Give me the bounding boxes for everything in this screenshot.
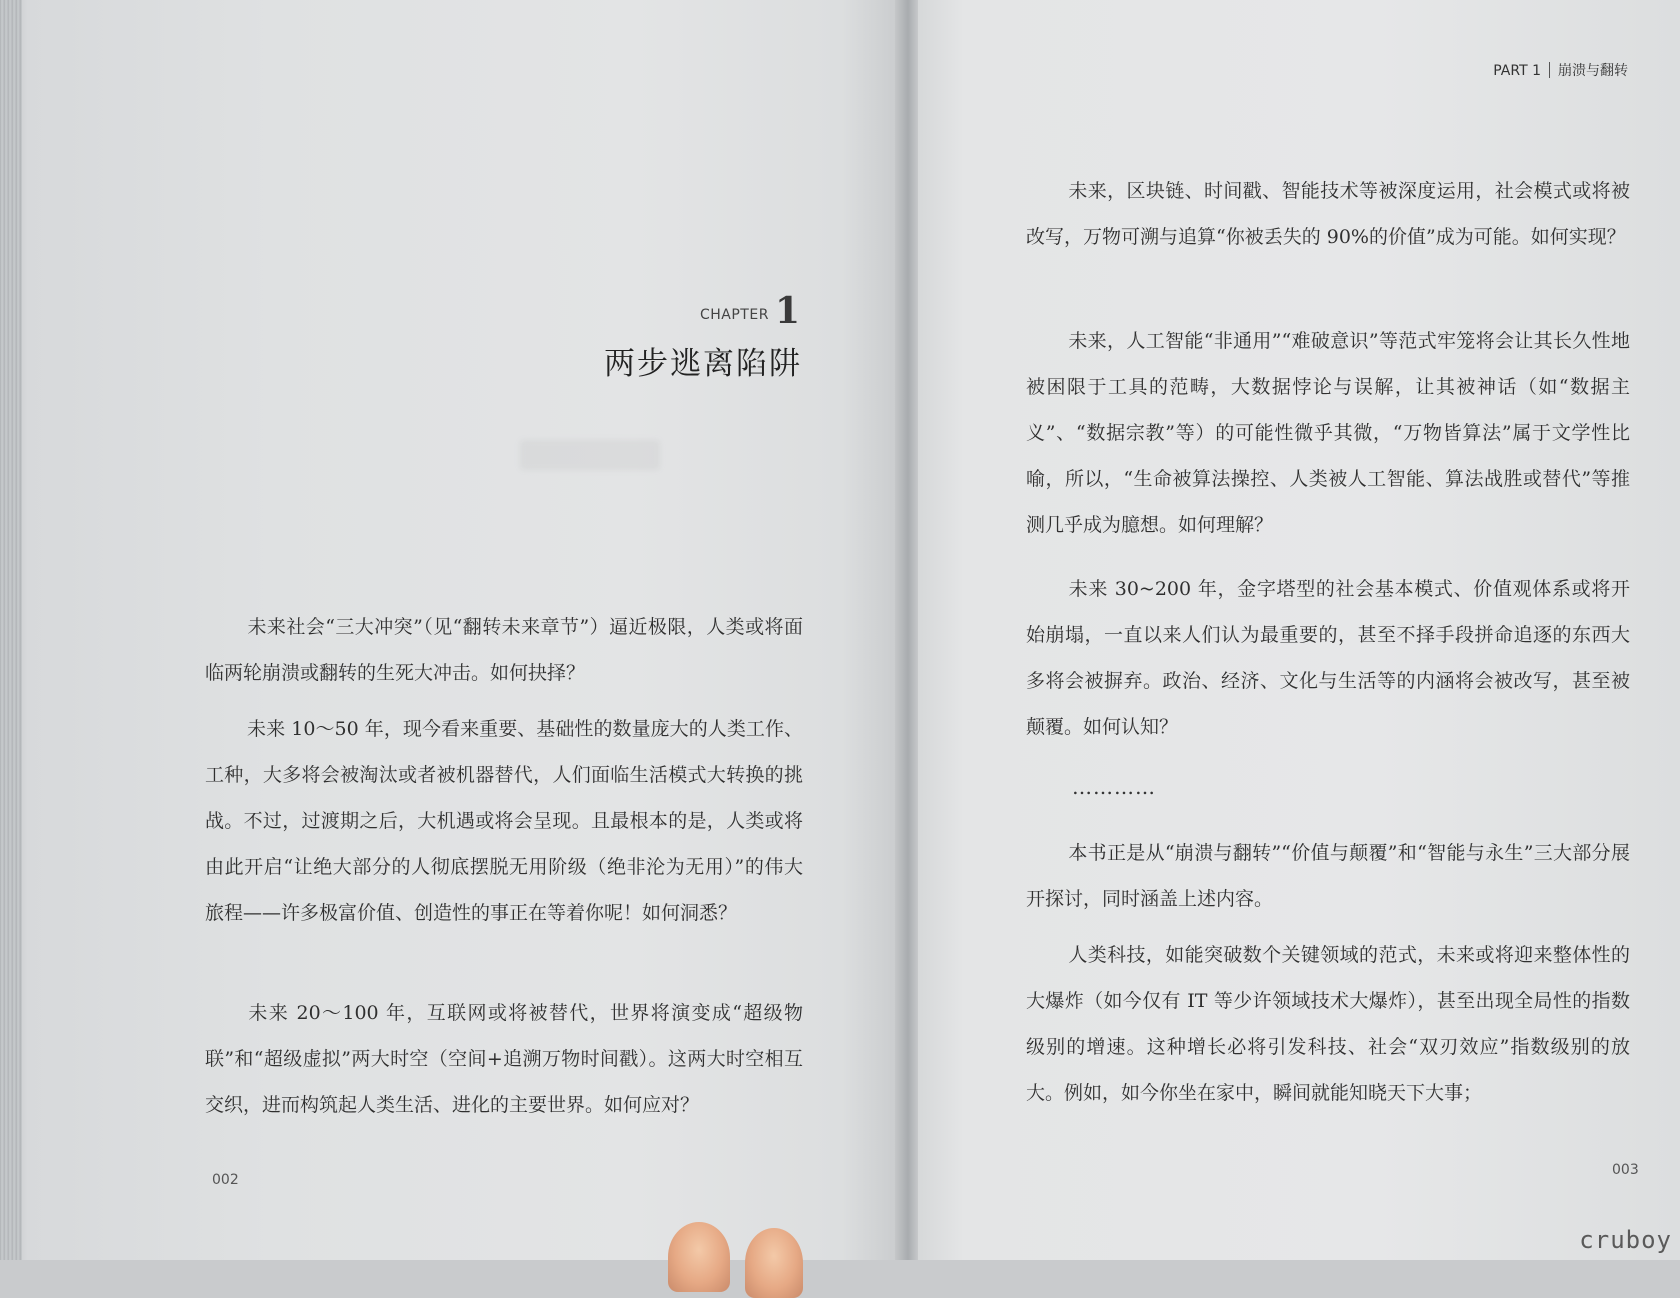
- left-page-number: 002: [212, 1172, 239, 1188]
- page-edges: [0, 0, 22, 1260]
- chapter-title: 两步逃离陷阱: [604, 346, 802, 382]
- right-paragraph-1: 未来，区块链、时间戳、智能技术等被深度运用，社会模式或将被改写，万物可溯与追算“你被丢失的 90%的价值”成为可能。如何实现？: [1026, 180, 1630, 248]
- watermark: cruboy: [1579, 1226, 1672, 1254]
- left-paragraph-2: 未来 10～50 年，现今看来重要、基础性的数量庞大的人类工作、工种，大多将会被淘汰或者被机器替代，人们面临生活模式大转换的挑战。不过，过渡期之后，大机遇或将会呈现。且最根本的是，人类或将由此开启“让绝大部分的人彻底摆脱无用阶级（绝非沦为无用）”的伟大旅程——许多极富价值、创造性的事正在等着你呢！如何洞悉？: [205, 718, 803, 924]
- ellipsis: …………: [1072, 775, 1156, 799]
- left-paragraph-3: 未来 20～100 年，互联网或将被替代，世界将演变成“超级物联”和“超级虚拟”两大时空（空间+追溯万物时间戳）。这两大时空相互交织，进而构筑起人类生活、进化的主要世界。如何应对？: [205, 1002, 803, 1116]
- right-page-number: 003: [1612, 1162, 1639, 1178]
- right-paragraph-5: 人类科技，如能突破数个关键领域的范式，未来或将迎来整体性的大爆炸（如今仅有 IT 等少许领域技术大爆炸），甚至出现全局性的指数级别的增速。这种增长必将引发科技、社会“双刃效应”指数级别的放大。例如，如今你坐在家中，瞬间就能知晓天下大事；: [1026, 944, 1630, 1104]
- right-paragraph-4: 本书正是从“崩溃与翻转”“价值与颠覆”和“智能与永生”三大部分展开探讨，同时涵盖上述内容。: [1026, 842, 1630, 910]
- right-paragraph-2: 未来，人工智能“非通用”“难破意识”等范式牢笼将会让其长久性地被困限于工具的范畴，大数据悖论与误解，让其被神话（如“数据主义”、“数据宗教”等）的可能性微乎其微，“万物皆算法”属于文学性比喻，所以，“生命被算法操控、人类被人工智能、算法战胜或替代”等推测几乎成为臆想。如何理解？: [1026, 330, 1630, 536]
- finger-tip: [745, 1228, 803, 1298]
- header-divider: [1549, 62, 1550, 78]
- chapter-label: [640, 290, 800, 332]
- right-paragraph-3: 未来 30~200 年，金字塔型的社会基本模式、价值观体系或将开始崩塌，一直以来人们认为最重要的，甚至不择手段拼命追逐的东西大多将会被摒弃。政治、经济、文化与生活等的内涵将会被改写，甚至被颠覆。如何认知？: [1026, 578, 1630, 738]
- show-through-text: [520, 440, 660, 470]
- chapter-word: CHAPTER: [699, 307, 769, 323]
- chapter-number: 1: [774, 290, 800, 332]
- finger-tip: [668, 1222, 730, 1292]
- left-paragraph-1: 未来社会“三大冲突”（见“翻转未来章节”）逼近极限，人类或将面临两轮崩溃或翻转的生死大冲击。如何抉择？: [205, 616, 803, 684]
- header-title: 崩溃与翻转: [1558, 63, 1628, 79]
- header-part: PART 1: [1493, 63, 1541, 79]
- running-header: [1400, 60, 1628, 80]
